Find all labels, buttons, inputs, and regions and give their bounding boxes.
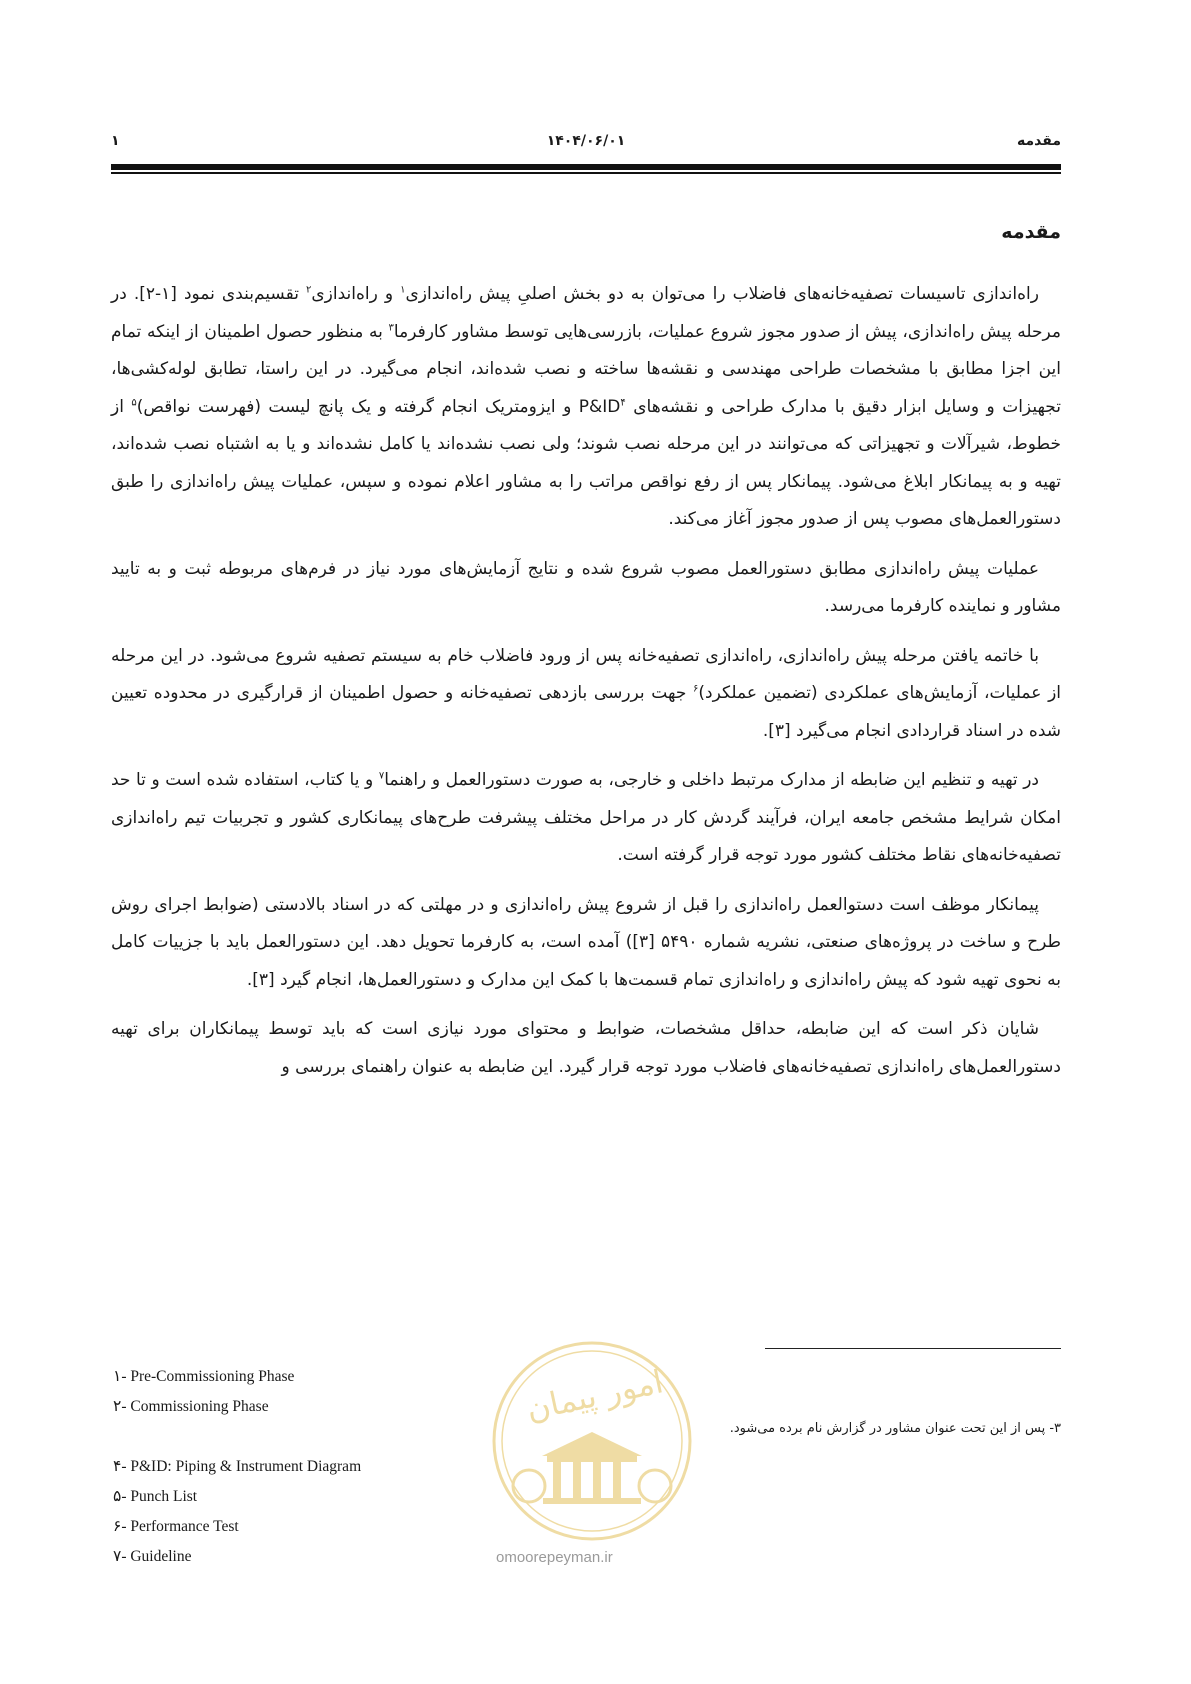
header-page-number: ۱: [111, 133, 120, 149]
footnote-7: ۷- Guideline: [113, 1548, 192, 1565]
footnote-marker: ۶: [693, 683, 699, 695]
text-run: جهت بررسی بازدهی تصفیه‌خانه و حصول اطمینان از قرارگیری در محدوده تعیین شده در اسناد قراردادی انجام می‌گیرد [۳].: [111, 683, 1061, 741]
text-run: در تهیه و تنظیم این ضابطه از مدارک مرتبط داخلی و خارجی، به صورت دستورالعمل و راهنما: [384, 770, 1040, 790]
footnote-marker: ۱: [400, 284, 406, 296]
header-rule-thin: [111, 172, 1061, 174]
footnote-marker: ۴: [620, 396, 626, 408]
text-run: عملیات پیش راه‌اندازی مطابق دستورالعمل مصوب شروع شده و نتایج آزمایش‌های مورد نیاز در فرم‌های مربوطه ثبت و به تایید مشاور و نماینده کارفرما می‌رسد.: [111, 558, 1061, 616]
watermark-url: omoorepeyman.ir: [496, 1549, 613, 1566]
body-paragraph: [111, 551, 1061, 626]
text-run: تقسیم‌بندی نمود [۱-۲]. در مرحله پیش راه‌اندازی، پیش از صدور مجوز شروع عملیات، بازرسی‌هایی توسط مشاور کارفرما: [111, 284, 1061, 342]
text-run: پیمانکار موظف است دستوالعمل راه‌اندازی را قبل از شروع پیش راه‌اندازی و در مهلتی که در اسناد بالادستی (ضوابط اجرای روش طرح و ساخت در پروژه‌های صنعتی، نشریه شماره ۵۴۹۰ [۳]) آمده است، به کارفرما تحویل دهد. این دستورالعمل باید با جزییات کامل به نحوی تهیه شود که پیش راه‌اندازی و راه‌اندازی تمام قسمت‌ها با کمک این مدارک و دستورالعمل‌ها، انجام گیرد [۳].: [111, 894, 1061, 990]
body-text: [111, 276, 1061, 1098]
text-run: شایان ذکر است که این ضابطه، حداقل مشخصات، ضوابط و محتوای مورد نیازی است که باید توسط پیمانکاران برای تهیه دستورالعمل‌های راه‌اندازی تصفیه‌خانه‌های فاضلاب مورد توجه قرار گیرد. این ضابطه به عنوان راهنمای بررسی و: [111, 1019, 1061, 1077]
header-date: ۱۴۰۴/۰۶/۰۱: [546, 133, 626, 149]
footnote-1: ۱- Pre-Commissioning Phase: [113, 1368, 295, 1385]
footnote-3: ۳- پس از این تحت عنوان مشاور در گزارش نام برده می‌شود.: [729, 1421, 1061, 1436]
body-paragraph: [111, 762, 1061, 875]
text-run: از خطوط، شیرآلات و تجهیزاتی که می‌توانند در این مرحله نصب شوند؛ ولی نصب نشده‌اند یا کامل نشده‌اند و یا به اشتباه نصب شده‌اند، تهیه و به پیمانکار ابلاغ می‌شود. پیمانکار پس از رفع نواقص مراتب را به مشاور اعلام نموده و سپس، عملیات پیش راه‌اندازی را طبق دستورالعمل‌های مصوب پس از صدور مجوز آغاز می‌کند.: [111, 396, 1061, 529]
text-run: و یا کتاب، استفاده شده است و تا حد امکان شرایط مشخص جامعه ایران، فرآیند گردش کار در مراحل مختلف پیشرفت طرح‌های پیمانکاری کشور و تجربیات تیم راه‌اندازی تصفیه‌خانه‌های نقاط مختلف کشور مورد توجه قرار گرفته است.: [111, 770, 1061, 865]
body-paragraph: [111, 887, 1061, 1000]
footnote-marker: ۳: [388, 321, 394, 333]
body-paragraph: [111, 638, 1061, 751]
footnote-marker: ۲: [305, 284, 312, 296]
footnote-marker: ۵: [131, 396, 137, 408]
page-header: [111, 133, 1061, 155]
section-title: مقدمه: [1001, 221, 1061, 243]
footnote-separator: [765, 1348, 1061, 1349]
footnote-2: ۲- Commissioning Phase: [113, 1398, 269, 1415]
watermark-script-text: امور پیمان: [523, 1362, 667, 1429]
text-run: با خاتمه یافتن مرحله پیش راه‌اندازی، راه‌اندازی تصفیه‌خانه پس از ورود فاضلاب خام به سیستم تصفیه شروع می‌شود. در این مرحله از عملیات، آزمایش‌های عملکردی (تضمین عملکرد): [111, 645, 1062, 703]
footnote-4: ۴- P&ID: Piping & Instrument Diagram: [113, 1458, 362, 1475]
body-paragraph: [111, 276, 1061, 539]
footnote-6: ۶- Performance Test: [113, 1518, 239, 1535]
body-paragraph: [111, 1011, 1061, 1086]
header-section-title: مقدمه: [1017, 133, 1061, 149]
text-run: و ایزومتریک انجام گرفته و یک پانچ لیست (فهرست نواقص): [136, 396, 579, 417]
footnote-5: ۵- Punch List: [113, 1488, 198, 1505]
text-run: راه‌اندازی تاسیسات تصفیه‌خانه‌های فاضلاب را می‌توان به دو بخش اصلیِ پیش راه‌اندازی: [405, 284, 1039, 304]
text-run: و راه‌اندازی: [311, 284, 401, 304]
watermark-logo: [487, 1336, 697, 1546]
header-rule-thick: [111, 164, 1061, 170]
footnote-marker: ۷: [378, 770, 385, 782]
text-run: به منظور حصول اطمینان از اینکه تمام این اجزا مطابق با مشخصات طراحی مهندسی و نقشه‌ها ساخته و نصب شده‌اند، انجام می‌گیرد. در این راستا، تطابق لوله‌کشی‌ها، تجهیزات و وسایل ابزار دقیق با مدارک طراحی و نقشه‌های P&ID: [111, 321, 1061, 417]
